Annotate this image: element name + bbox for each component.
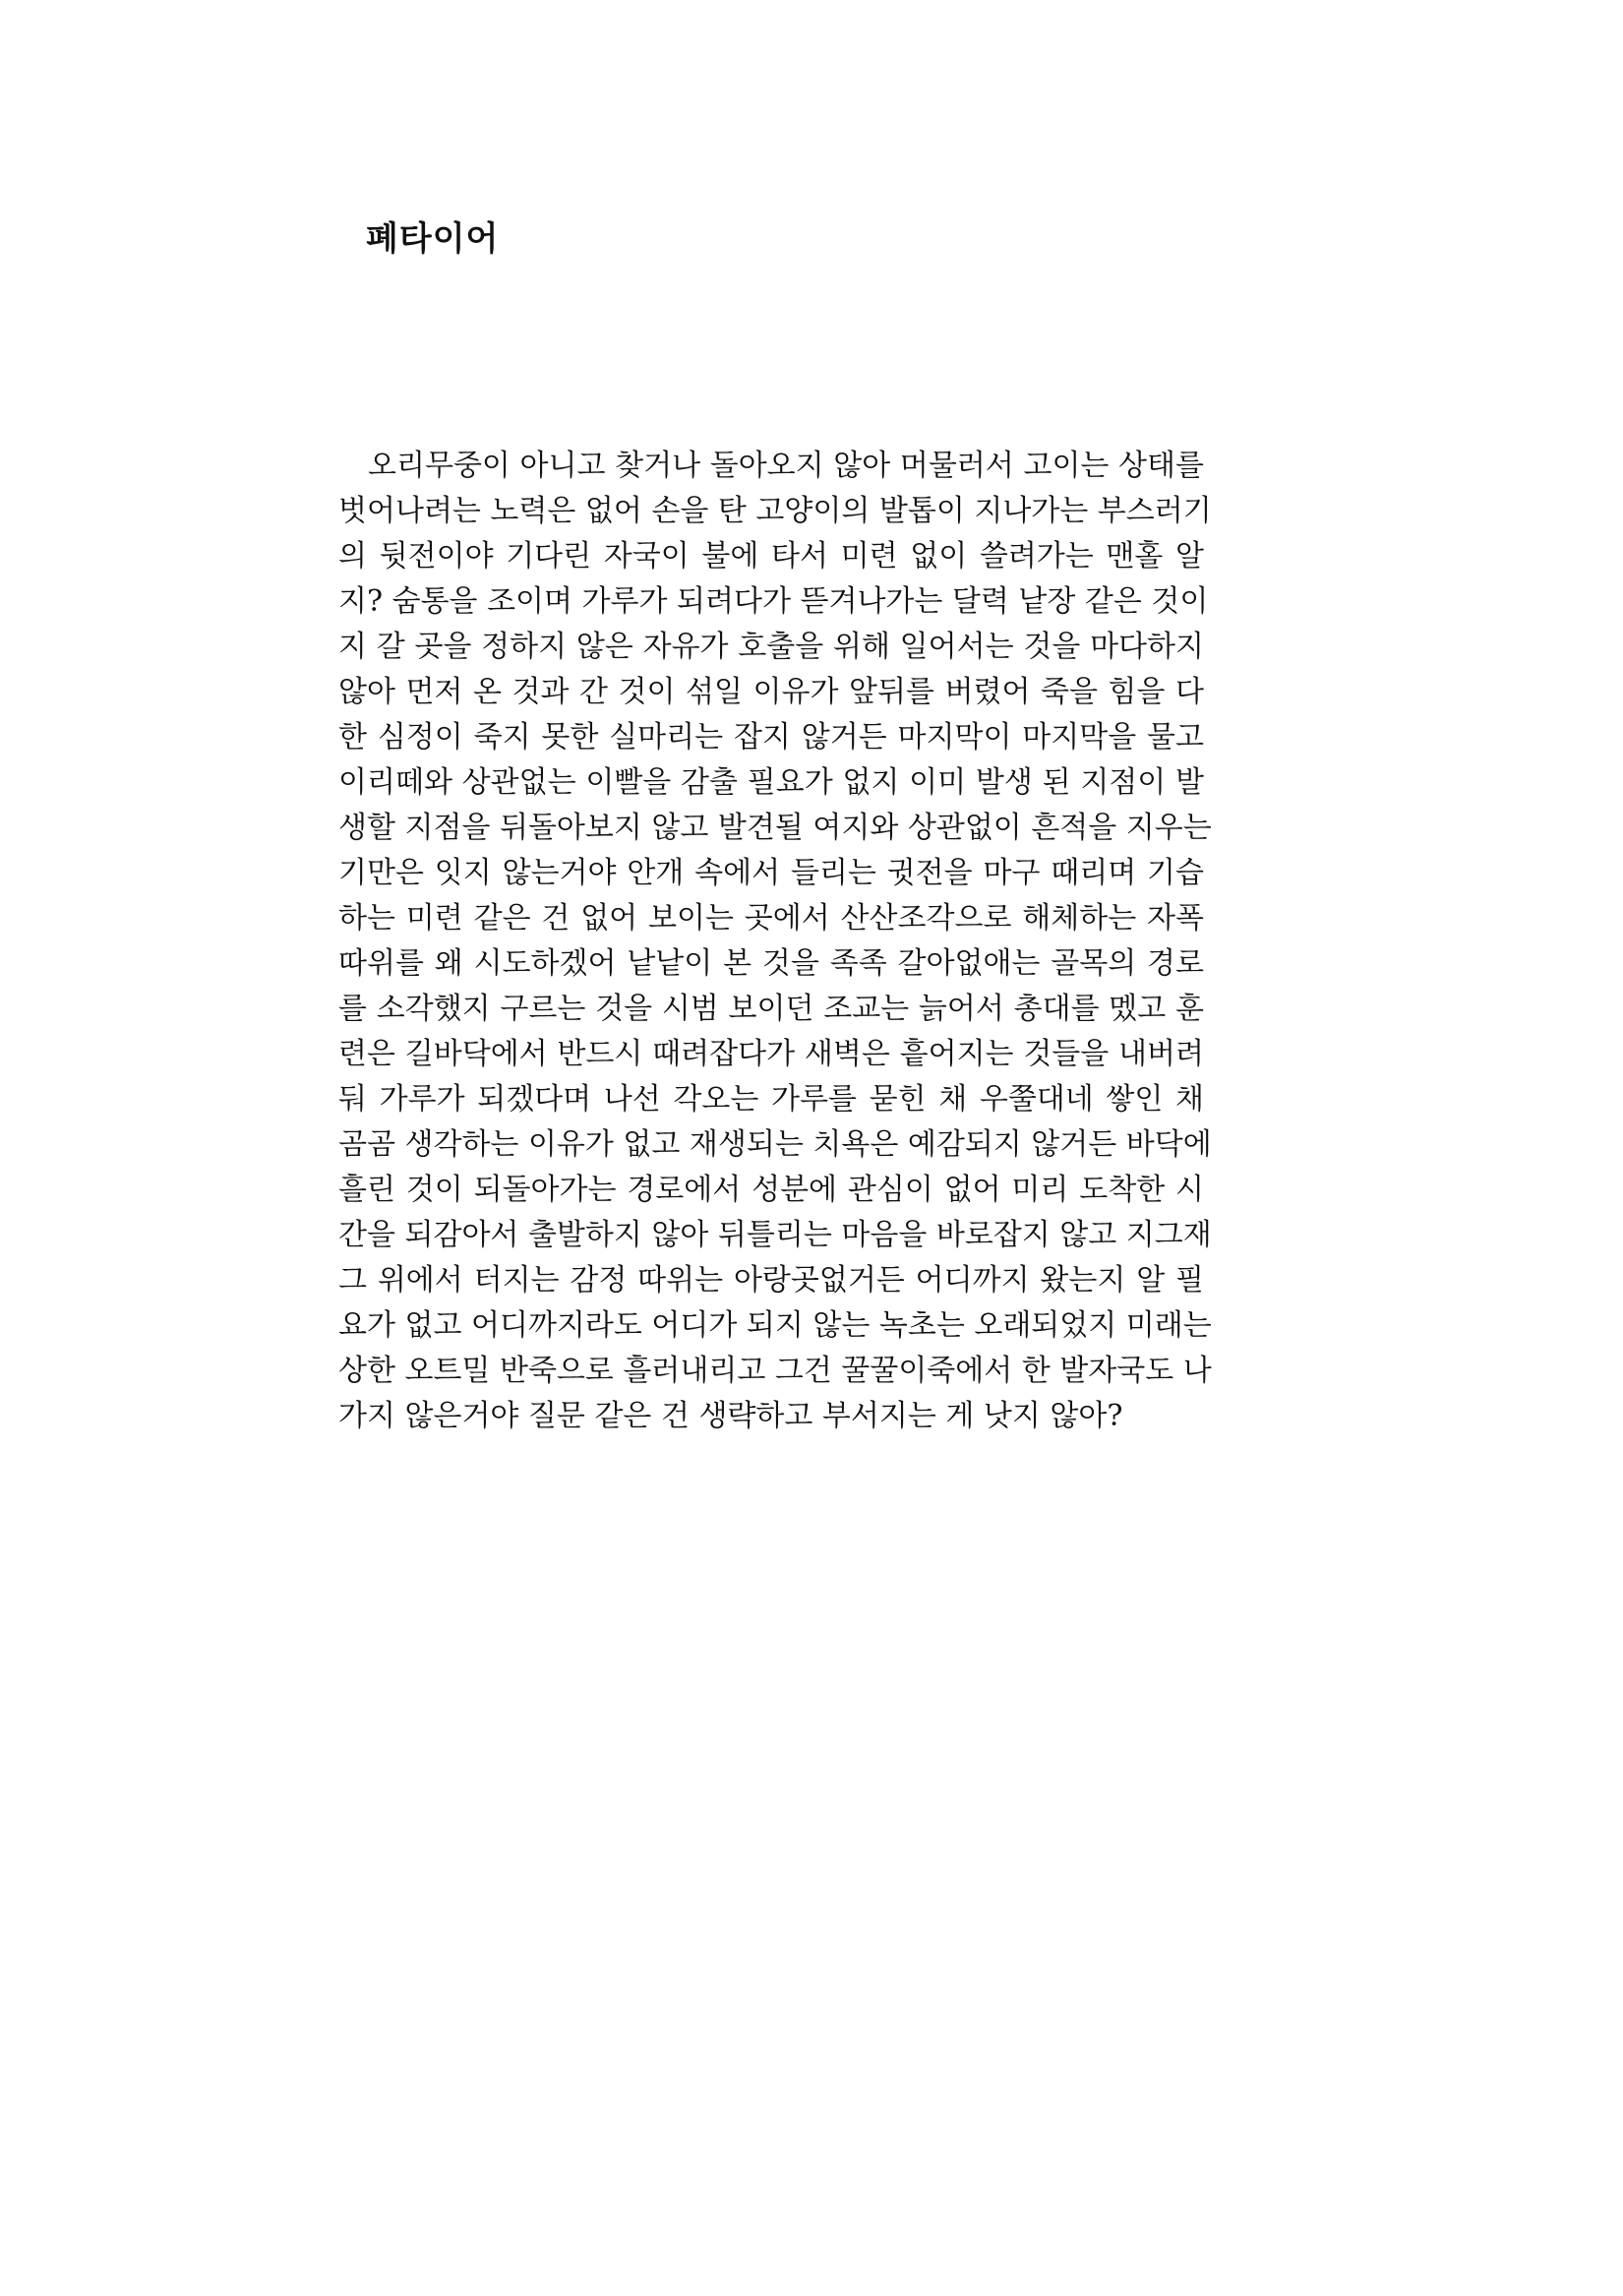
poem-line: 를 소각했지 구르는 것을 시범 보이던 조교는 늙어서 총대를 멨고 훈 [338, 992, 1204, 1026]
poem-line: 곰곰 생각하는 이유가 없고 재생되는 치욕은 예감되지 않거든 바닥에 [338, 1127, 1212, 1162]
poem-line: 둬 가루가 되겠다며 나선 각오는 가루를 묻힌 채 우쭐대네 쌓인 채 [338, 1082, 1204, 1117]
poem-line: 의 뒷전이야 기다린 자국이 불에 타서 미련 없이 쓸려가는 맨홀 알 [338, 539, 1204, 574]
poem-line: 오리무중이 아니고 찾거나 돌아오지 않아 머물러서 고이는 상태를 [368, 449, 1204, 483]
poem-line: 련은 길바닥에서 반드시 때려잡다가 새벽은 흩어지는 것들을 내버려 [338, 1037, 1204, 1071]
poem-title: 폐타이어 [366, 219, 500, 259]
poem-line: 지? 숨통을 조이며 가루가 되려다가 뜯겨나가는 달력 낱장 같은 것이 [338, 584, 1209, 619]
poem-line: 가지 않은거야 질문 같은 건 생략하고 부서지는 게 낫지 않아? [338, 1399, 1123, 1433]
poem-line: 한 심정이 죽지 못한 실마리는 잡지 않거든 마지막이 마지막을 물고 [338, 720, 1204, 755]
poem-line: 하는 미련 같은 건 없어 보이는 곳에서 산산조각으로 해체하는 자폭 [338, 901, 1204, 936]
poem-line: 따위를 왜 시도하겠어 낱낱이 본 것을 족족 갈아없애는 골목의 경로 [338, 946, 1204, 981]
poem-line: 지 갈 곳을 정하지 않은 자유가 호출을 위해 일어서는 것을 마다하지 [338, 630, 1204, 664]
poem-line: 이리떼와 상관없는 이빨을 감출 필요가 없지 이미 발생 된 지점이 발 [338, 765, 1204, 800]
poem-body [338, 444, 1212, 1439]
poem-line: 간을 되감아서 출발하지 않아 뒤틀리는 마음을 바로잡지 않고 지그재 [338, 1218, 1212, 1252]
poem-line: 생할 지점을 뒤돌아보지 않고 발견될 여지와 상관없이 흔적을 지우는 [338, 811, 1212, 845]
poem-line: 상한 오트밀 반죽으로 흘러내리고 그건 꿀꿀이죽에서 한 발자국도 나 [338, 1354, 1212, 1388]
poem-line: 그 위에서 터지는 감정 따위는 아랑곳없거든 어디까지 왔는지 알 필 [338, 1263, 1204, 1298]
poem-line: 기만은 잇지 않는거야 안개 속에서 들리는 귓전을 마구 때리며 기습 [338, 856, 1204, 890]
poem-line: 흘린 것이 되돌아가는 경로에서 성분에 관심이 없어 미리 도착한 시 [338, 1173, 1204, 1207]
poem-line: 벗어나려는 노력은 없어 손을 탄 고양이의 발톱이 지나가는 부스러기 [338, 494, 1212, 528]
poem-line: 요가 없고 어디까지라도 어디가 되지 않는 녹초는 오래되었지 미래는 [338, 1308, 1212, 1343]
poem-line: 않아 먼저 온 것과 간 것이 섞일 이유가 앞뒤를 버렸어 죽을 힘을 다 [338, 675, 1204, 709]
